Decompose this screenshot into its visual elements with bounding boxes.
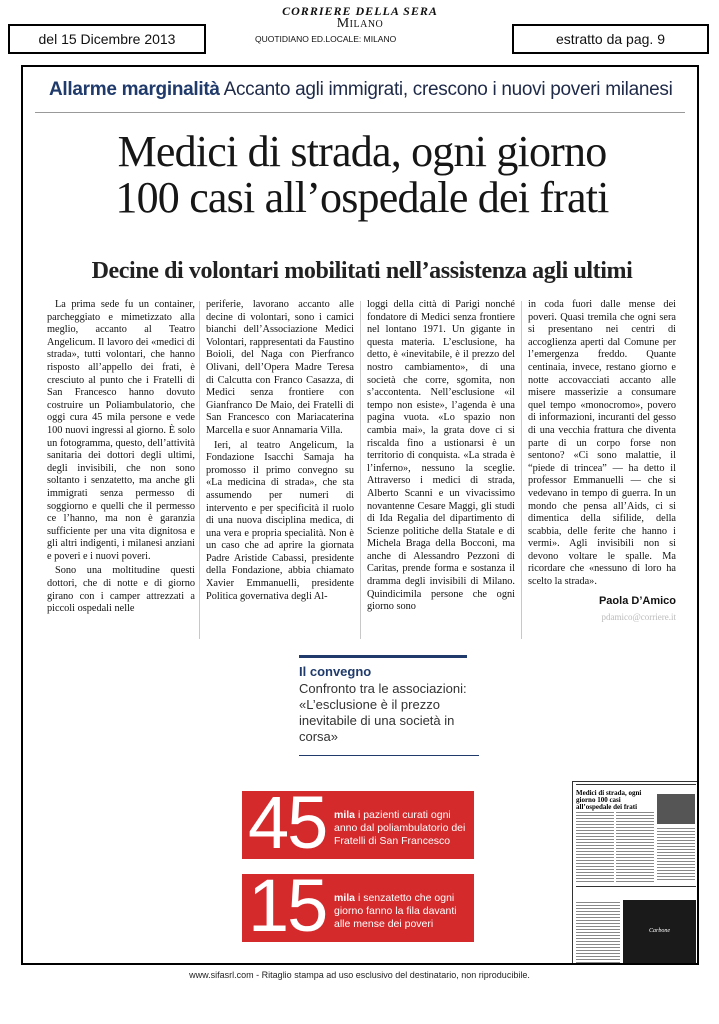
text-column-4 <box>528 299 676 624</box>
sidebar-text: Confronto tra le associazioni: «L’esclusione è il prezzo inevitabile di una società in corsa» <box>299 681 467 744</box>
page-thumbnail <box>572 781 698 965</box>
thumbnail-text-block <box>657 828 695 882</box>
column-divider <box>360 301 361 639</box>
stat-text <box>334 892 470 931</box>
thumbnail-photo-label: Carbone <box>649 928 670 934</box>
subheadline: Decine di volontari mobilitati nell’assistenza agli ultimi <box>91 258 633 284</box>
kicker-divider <box>35 112 685 113</box>
column-divider <box>521 301 522 639</box>
thumbnail-rule <box>576 784 696 785</box>
text-column-2 <box>206 299 354 605</box>
text-column-3 <box>367 299 515 616</box>
paragraph: La prima sede fu un container, parcheggiato e mimetizzato alla meglio, accanto al Teatro Angelicum. Il lavoro dei «medici di strada», tutti volontari, che hanno risposto all’appello dei frati, è cresciuto al punto che i Fratelli di San Francesco hanno dovuto costruire un Poliambulatorio, che oggi cura 45 mila persone e vede 100 nuovi ingressi al giorno. È solo un fotogramma, questo, dell’attività sanitaria dei dottori degli ultimi, degli invisibili, che non sono soltanto i senzatetto, ma anche gli immigrati senza permesso di soggiorno e quelli che il permesso ce l’hanno, ma non è garanzia sufficiente per una vita dignitosa e gli altri indigenti, i milanesi anziani e poveri e i nuovi poveri. <box>47 299 195 562</box>
sidebar-convegno <box>299 655 467 756</box>
thumbnail-text-block <box>576 812 614 882</box>
stat-unit: mila <box>334 809 356 821</box>
edition-date: del 15 Dicembre 2013 <box>8 24 206 54</box>
byline: Paola D’Amico <box>598 594 676 607</box>
headline-line-1: Medici di strada, ogni giorno <box>117 127 607 176</box>
stat-text <box>334 809 470 848</box>
stat-description: i senzatetto che ogni giorno fanno la fila davanti alle mense dei poveri <box>334 892 457 930</box>
author-email: pdamico@corriere.it <box>601 612 676 623</box>
stat-unit: mila <box>334 892 356 904</box>
paragraph: loggi della città di Parigi nonché fondatore di Medici senza frontiere nel lontano 1971. Un gigante in questa materia. L’esclusione, ha detto, è «inevitabile, è il prezzo del nostro cambiamento», di una società che corre, sgomita, non s’accontenta. Nell’esclusione «il tempo non esiste», l’agenda è una pagina vuota. «Lo spazio non cambia mai», la grata dove ci si riscalda fino a ustionarsi è un territorio di conquista. «La strada è l’inferno», nessuno la sceglie. Attraverso i medici di strada, Alberto Scanni e un vivacissimo novantenne Cesare Maggi, gli studi di Ida Regalia del dipartimento di Scienze politiche della Statale e di Michela Braga della Bocconi, ma anche di Alessandro Pezzoni di Caritas, prende forma e sostanza il dramma degli invisibili di Milano. Quindicimila persone che ogni giorno sono <box>367 299 515 613</box>
thumbnail-rule <box>576 886 696 887</box>
stat-number: 15 <box>248 874 327 942</box>
stat-description: i pazienti curati ogni anno dal poliambulatorio dei Fratelli di San Francesco <box>334 809 466 847</box>
footer-disclaimer: www.sifasrl.com - Ritaglio stampa ad uso esclusivo del destinatario, non riproducibile. <box>189 970 530 980</box>
masthead <box>215 4 505 44</box>
newspaper-name: CORRIERE DELLA SERA <box>282 4 438 18</box>
thumbnail-photo <box>657 794 695 824</box>
stat-box-patients <box>242 791 474 859</box>
edition-name: Milano <box>336 16 384 31</box>
sidebar-rule <box>299 755 479 756</box>
paragraph: periferie, lavorano accanto alle decine di volontari, sono i camici bianchi dell’Associazione Medici Volontari, rappresentati da Faustino Boioli, del Naga con Pierfranco Olivani, dell’Opera Madre Teresa di Calcutta con Franco Casazza, di Medici senza frontiere con Gianfranco De Maio, dei Fratelli di San Francesco con Mariacaterina Marcella e suor Annamaria Villa. <box>206 299 354 436</box>
thumbnail-text-block <box>616 812 654 882</box>
thumbnail-text-block <box>576 902 620 964</box>
headline-line-2: 100 casi all’ospedale dei frati <box>115 173 609 222</box>
text-column-1 <box>47 299 195 618</box>
column-divider <box>199 301 200 639</box>
thumbnail-headline: Medici di strada, ogni giorno 100 casi all’ospedale dei frati <box>576 789 642 811</box>
headline <box>47 129 677 221</box>
page-reference: estratto da pag. 9 <box>512 24 709 54</box>
stat-box-homeless <box>242 874 474 942</box>
kicker <box>49 79 673 101</box>
kicker-label: Allarme marginalità <box>49 79 220 100</box>
paragraph: in coda fuori dalle mense dei poveri. Quasi tremila che ogni sera si presentano nei centri di accoglienza aperti dal Comune per l’emergenza freddo. Quante centinaia, invece, restano giorno e notte accovacciati accanto alle misere masserizie a consumare quel tempo «monocromo», povero di informazioni, incuranti del gesso di una vecchia frattura che diventa parte di un corpo forse non sentono? «Ci sono malattie, il “piede di trincea” — ha detto il professor Emmanuelli — che si vedevano in tempo di guerra. In un mondo che pensa all’Aids, ci si dimentica della sifilide, della scabbia, delle ferite che hanno i vermi». Agli invisibili non si devono voltare le spalle. Ma ricordare che «nessuno di loro ha scelto la strada». <box>528 299 676 588</box>
sidebar-title: Il convegno <box>299 664 372 679</box>
stat-number: 45 <box>248 791 327 859</box>
article-clipping <box>21 65 699 965</box>
paragraph: Ieri, al teatro Angelicum, la Fondazione Isacchi Samaja ha promosso il primo convegno su «La medicina di strada», che sta assumendo per numeri di intervento e per specificità il ruolo di una nuova disciplina medica, di una vera e propria specialità. Non è un caso che ad aprire la giornata Padre Aristide Cabassi, presidente della Fondazione, abbia chiamato Xavier Emmanuelli, presidente Politica governativa degli Al- <box>206 439 354 602</box>
kicker-text: Accanto agli immigrati, crescono i nuovi poveri milanesi <box>223 79 673 100</box>
edition-subtitle: QUOTIDIANO ED.LOCALE: MILANO <box>255 34 397 44</box>
paragraph: Sono una moltitudine questi dottori, che di notte e di giorno girano con i camper attrezzati a piccoli ospedali nelle <box>47 565 195 615</box>
